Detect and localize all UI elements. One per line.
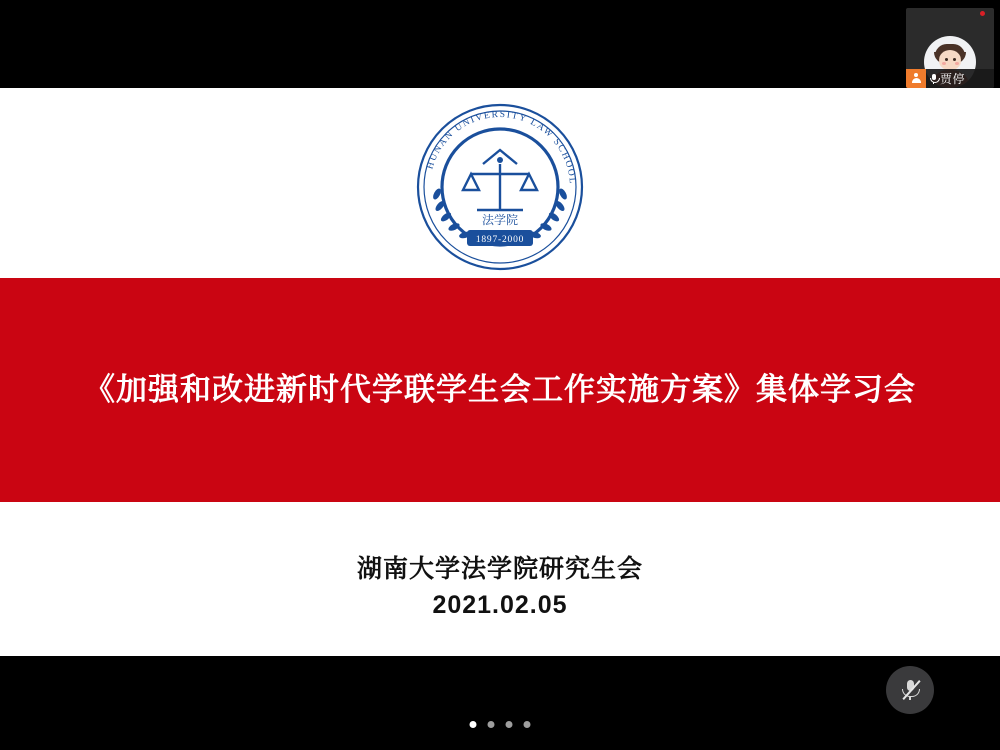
participant-name-bar xyxy=(926,69,994,88)
presentation-slide xyxy=(0,88,1000,656)
participant-name: 贾停 xyxy=(940,72,966,86)
mute-toggle-button[interactable] xyxy=(886,666,934,714)
svg-text:HUNAN UNIVERSITY LAW SCHOOL: HUNAN UNIVERSITY LAW SCHOOL xyxy=(425,109,578,186)
slide-date: 2021.02.05 xyxy=(432,591,568,619)
avatar-face-icon xyxy=(939,50,961,70)
university-law-school-emblem-icon xyxy=(415,102,585,272)
meeting-bottombar xyxy=(0,656,1000,750)
svg-text:1897-2000: 1897-2000 xyxy=(475,235,525,245)
slide-title-band xyxy=(0,278,1000,502)
person-icon xyxy=(911,73,922,84)
microphone-icon xyxy=(929,73,938,85)
avatar-cheek-left-icon xyxy=(942,62,946,65)
avatar-eye-left-icon xyxy=(945,58,948,61)
recording-dot-icon xyxy=(980,11,985,16)
avatar-eye-right-icon xyxy=(953,58,956,61)
participant-badge xyxy=(906,69,926,88)
slide-subtitle-area xyxy=(0,502,1000,656)
page-dot-4[interactable] xyxy=(524,721,531,728)
page-dot-2[interactable] xyxy=(488,721,495,728)
slide-organization: 湖南大学法学院研究生会 xyxy=(356,555,643,583)
microphone-muted-icon xyxy=(900,678,920,702)
participant-footer xyxy=(906,69,994,88)
participant-video-thumbnail[interactable] xyxy=(906,8,994,88)
svg-text:法学院: 法学院 xyxy=(481,213,519,227)
slide-logo-area xyxy=(0,88,1000,278)
page-indicator[interactable] xyxy=(470,721,531,728)
page-title: 《加强和改进新时代学联学生会工作实施方案》集体学习会 xyxy=(84,371,916,407)
meeting-topbar xyxy=(0,0,1000,88)
page-dot-1[interactable] xyxy=(470,721,477,728)
avatar-cheek-right-icon xyxy=(955,62,959,65)
page-dot-3[interactable] xyxy=(506,721,513,728)
